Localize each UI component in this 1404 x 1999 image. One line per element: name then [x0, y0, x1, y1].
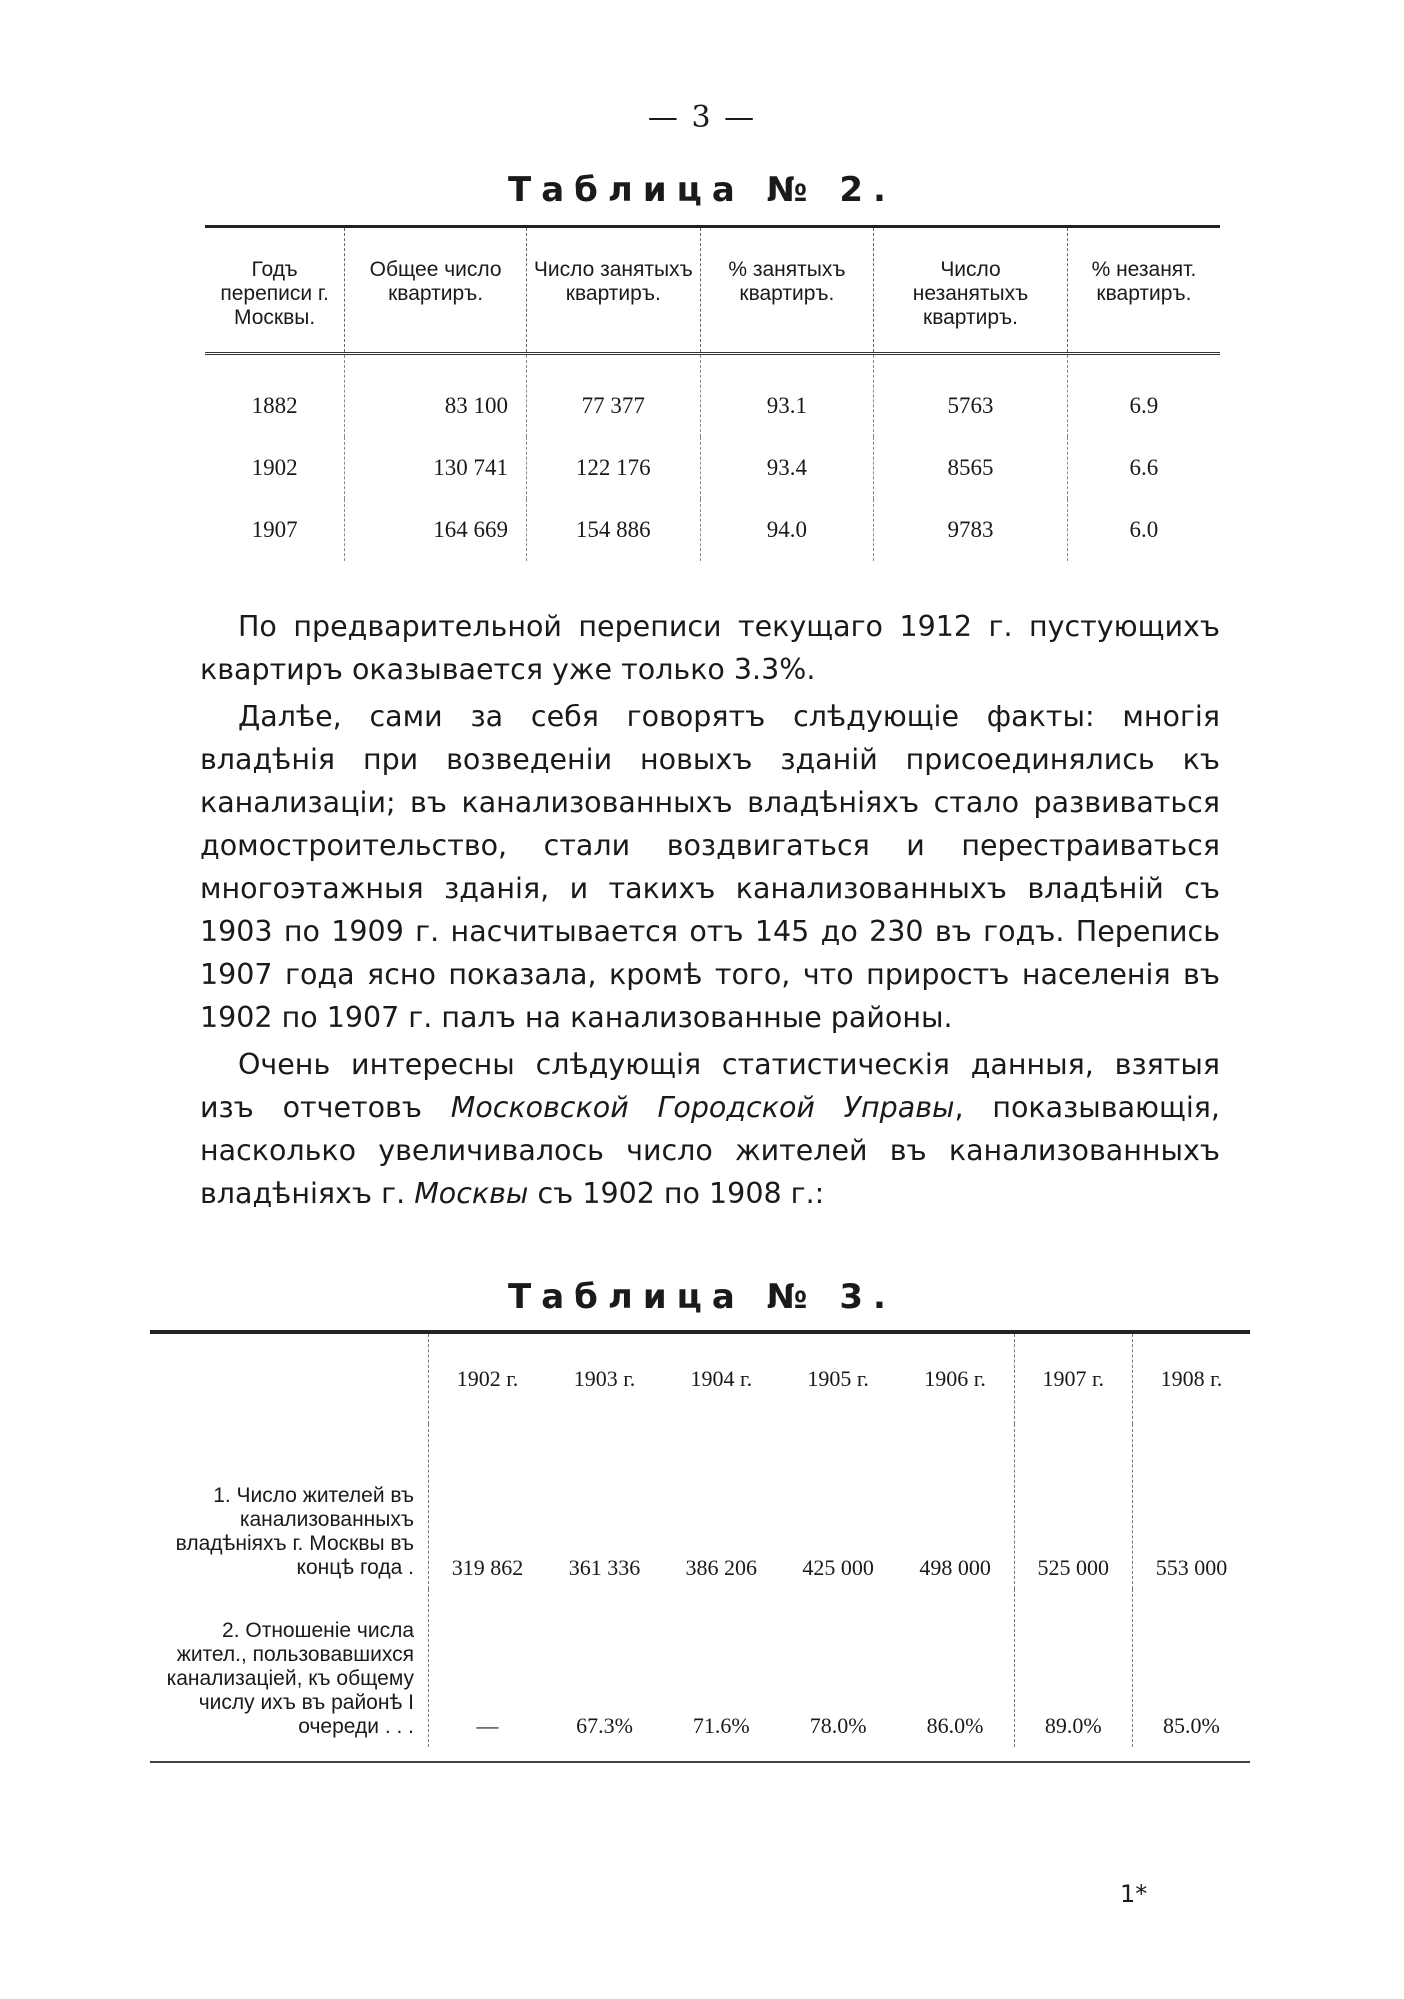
italic-city-name: Москвы [414, 1177, 529, 1210]
cell-vacant: 9783 [874, 499, 1068, 561]
cell-value: 67.3% [576, 1713, 633, 1739]
sewered-residents-table [150, 1330, 1250, 1763]
table-row [205, 437, 1220, 499]
cell-occupied: 77 377 [527, 354, 701, 438]
cell-value: 386 206 [685, 1554, 758, 1580]
col-header-occupied-apartments: Число занятыхъ квартиръ. [527, 227, 701, 354]
cell-value: 319 862 [429, 1424, 547, 1589]
apartments-census-table [205, 225, 1220, 561]
cell-vacant: 8565 [874, 437, 1068, 499]
col-header-vacant-percent: % незанят. квартиръ. [1067, 227, 1220, 354]
cell-value: 78.0% [809, 1713, 867, 1739]
table-bottom-rule [150, 1747, 1250, 1762]
table-header-row [205, 227, 1220, 354]
cell-vacant-percent: 6.9 [1067, 354, 1220, 438]
cell-occupied-percent: 93.4 [700, 437, 874, 499]
table-2-title: Таблица № 2. [508, 170, 896, 210]
cell-vacant: 5763 [874, 354, 1068, 438]
cell-value: 85.0% [1132, 1589, 1250, 1748]
body-text [200, 605, 1220, 1215]
col-header-year: 1907 г. [1014, 1332, 1132, 1424]
col-header-year: 1904 г. [663, 1332, 780, 1424]
cell-total: 164 669 [345, 499, 527, 561]
cell-vacant-percent: 6.6 [1067, 437, 1220, 499]
cell-year: 1882 [251, 393, 298, 419]
cell-value: 525 000 [1014, 1424, 1132, 1589]
cell-value: 425 000 [802, 1554, 874, 1580]
rule-cell [150, 1747, 1250, 1762]
col-header-census-year: Годъ переписи г. Москвы. [205, 227, 345, 354]
row-label: 1. Число жителей въ канализованныхъ владѣніяхъ г. Москвы въ концѣ года . [175, 1484, 414, 1580]
signature-mark: 1* [1120, 1880, 1148, 1908]
page-number: — 3 — [647, 100, 757, 135]
paragraph-statistics-intro [200, 1043, 1220, 1215]
table-row [150, 1589, 1250, 1748]
paragraph-facts: Далѣе, сами за себя говорятъ слѣдующіе факты: многія владѣнія при возведеніи новыхъ зданій присоединялись къ канализаціи; въ канализованныхъ владѣніяхъ стало развиваться домостроительство, стали воздвигаться и перестраиваться многоэтажныя зданія, и такихъ канализованныхъ владѣній съ 1903 по 1909 г. насчитывается отъ 145 до 230 въ годъ. Перепись 1907 года ясно показала, кромѣ того, что приростъ населенія въ 1902 по 1907 г. палъ на канализованные районы. [200, 700, 1220, 1034]
paragraph-part: съ 1902 по 1908 г.: [528, 1177, 825, 1210]
paragraph-part: Очень интересны слѣдующія статистическія данныя, взятыя изъ отчетовъ [200, 1048, 1220, 1124]
col-header-vacant-apartments: Число незанятыхъ квартиръ. [874, 227, 1068, 354]
cell-value: 71.6% [692, 1713, 750, 1739]
cell-year: 1907 [251, 517, 298, 543]
cell-value: 89.0% [1014, 1589, 1132, 1748]
col-header-year: 1908 г. [1132, 1332, 1250, 1424]
col-header-year: 1906 г. [897, 1332, 1015, 1424]
table-row [150, 1424, 1250, 1589]
cell-year: 1902 [251, 455, 298, 481]
cell-value: 498 000 [919, 1554, 991, 1580]
col-header-year: 1903 г. [546, 1332, 663, 1424]
table-header-row [150, 1332, 1250, 1424]
row-label: 2. Отношеніе числа жител., пользовавшихся канализаціей, къ общему числу ихъ въ районѣ I очереди . . . [166, 1618, 414, 1739]
col-header-stub [150, 1332, 429, 1424]
col-header-year: 1902 г. [429, 1332, 547, 1424]
italic-source-name: Московской Городской Управы [450, 1091, 955, 1124]
col-header-year: 1905 г. [780, 1332, 897, 1424]
cell-value: 553 000 [1132, 1424, 1250, 1589]
cell-value: 361 336 [568, 1554, 641, 1580]
paragraph-part: , показывающія, насколько увеличивалось число жителей въ канализованныхъ владѣніяхъ г. [200, 1091, 1220, 1210]
cell-occupied: 154 886 [527, 499, 701, 561]
paragraph-vacancy: По предварительной переписи текущаго 1912 г. пустующихъ квартиръ оказывается уже только 3.3%. [200, 610, 1220, 686]
table-row [205, 499, 1220, 561]
cell-occupied: 122 176 [527, 437, 701, 499]
cell-total: 130 741 [345, 437, 527, 499]
table-row [205, 354, 1220, 438]
table-3-title: Таблица № 3. [508, 1277, 896, 1317]
cell-vacant-percent: 6.0 [1067, 499, 1220, 561]
cell-value: — [429, 1589, 547, 1748]
cell-occupied-percent: 93.1 [700, 354, 874, 438]
cell-total: 83 100 [345, 354, 527, 438]
cell-occupied-percent: 94.0 [700, 499, 874, 561]
cell-value: 86.0% [926, 1713, 984, 1739]
col-header-total-apartments: Общее число квартиръ. [345, 227, 527, 354]
col-header-occupied-percent: % занятыхъ квартиръ. [700, 227, 874, 354]
